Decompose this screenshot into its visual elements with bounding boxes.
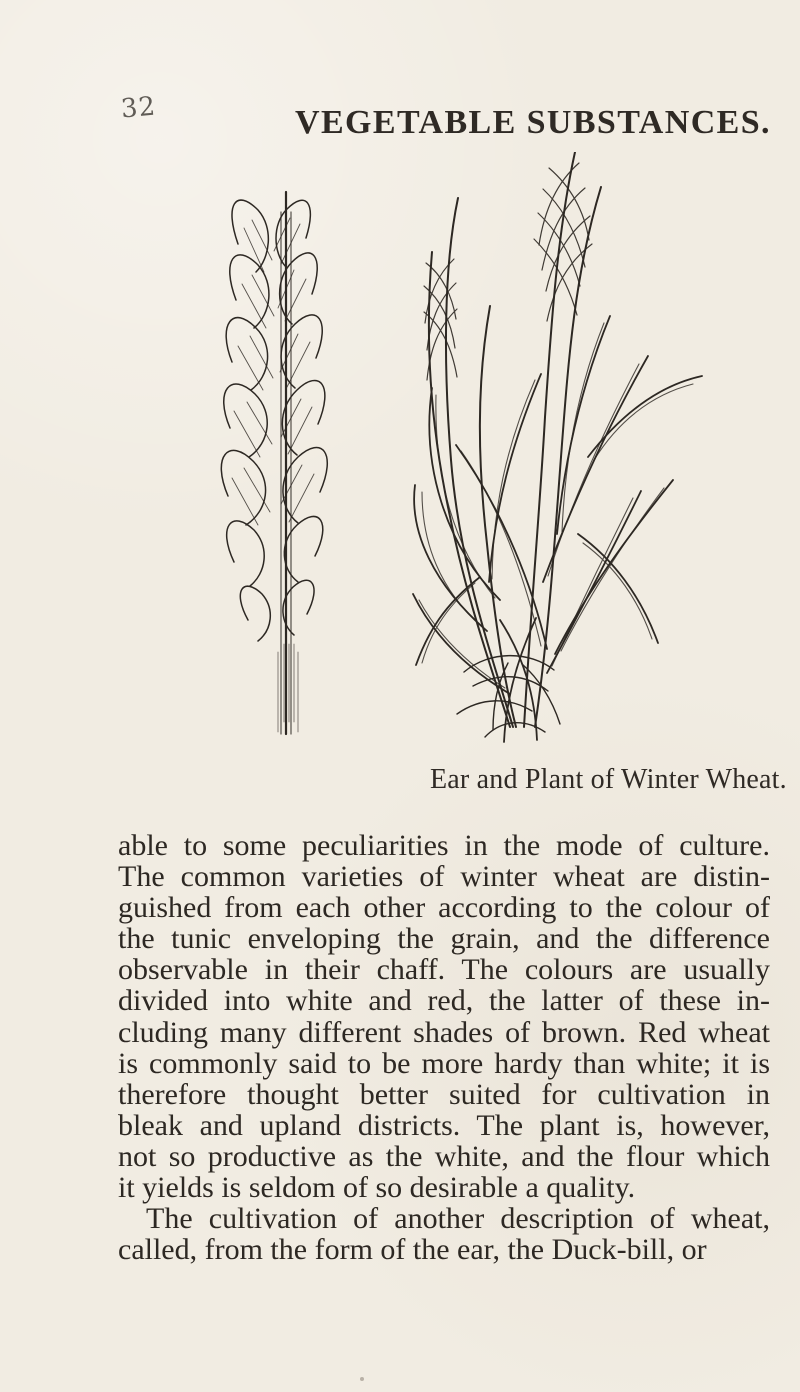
body-line: cluding many different shades of brown. Red wheat xyxy=(118,1015,770,1049)
body-line: bleak and upland districts. The plant is, however, xyxy=(118,1108,770,1142)
body-line: guished from each other according to the colour of xyxy=(118,891,770,925)
ear-of-wheat-drawing xyxy=(221,192,327,734)
body-line: not so productive as the white, and the flour which xyxy=(118,1139,770,1173)
body-line: called, from the form of the ear, the Duck-bill, or xyxy=(118,1233,707,1267)
body-line: The common varieties of winter wheat are distin- xyxy=(118,860,770,894)
body-line: the tunic enveloping the grain, and the difference xyxy=(118,922,770,956)
body-line: therefore thought better suited for cultivation in xyxy=(118,1077,770,1111)
body-line: The cultivation of another description of wheat, xyxy=(146,1202,770,1236)
page-number: 32 xyxy=(119,91,158,125)
body-line: observable in their chaff. The colours are usually xyxy=(118,953,770,987)
running-head: VEGETABLE SUBSTANCES. xyxy=(295,104,771,141)
printed-speck xyxy=(360,1377,364,1381)
body-text xyxy=(118,830,770,1265)
body-line: able to some peculiarities in the mode of culture. xyxy=(118,829,770,862)
plant-of-wheat-drawing xyxy=(413,152,702,742)
body-line: divided into white and red, the latter of these in- xyxy=(118,984,770,1018)
illustration-caption: Ear and Plant of Winter Wheat. xyxy=(430,764,787,795)
body-line: it yields is seldom of so desirable a quality. xyxy=(118,1171,636,1205)
body-line: is commonly said to be more hardy than white; it is xyxy=(118,1046,770,1080)
winter-wheat-illustration xyxy=(186,152,738,764)
